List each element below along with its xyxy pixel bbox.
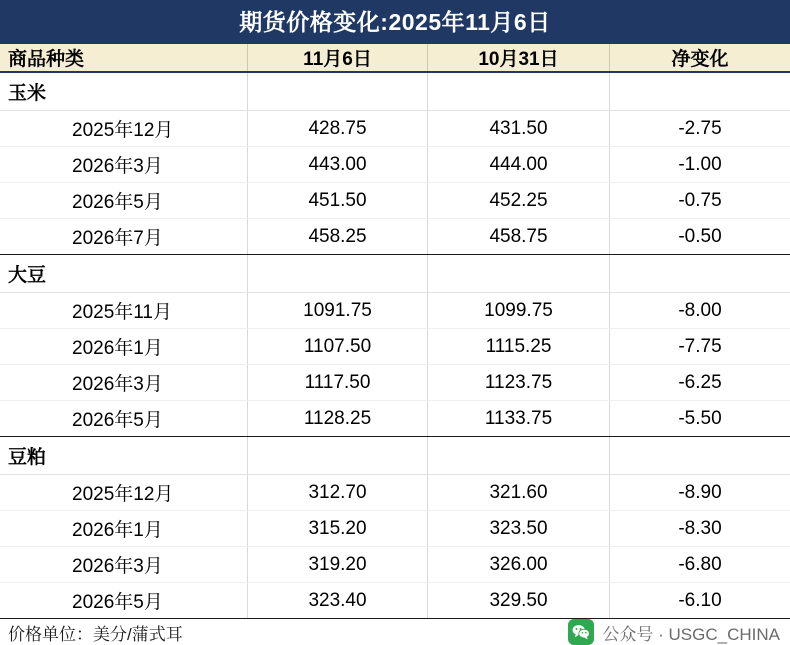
table-row [0, 183, 790, 219]
previous-price: 1115.25 [428, 329, 610, 364]
previous-price: 321.60 [428, 475, 610, 510]
previous-price: 1133.75 [428, 401, 610, 436]
net-change: -0.50 [678, 225, 722, 247]
previous-price: 326.00 [428, 547, 610, 582]
table-row [0, 583, 790, 619]
net-change: -8.30 [678, 517, 722, 539]
table-row [0, 219, 790, 255]
current-price: 319.20 [248, 547, 428, 582]
watermark-label: 公众号 · USGC_CHINA [602, 624, 780, 644]
contract-label: 2025年11月 [0, 293, 248, 328]
table-row [0, 111, 790, 147]
current-price: 323.40 [248, 583, 428, 618]
current-price: 458.25 [248, 219, 428, 254]
current-price: 451.50 [248, 183, 428, 218]
table-header-row [0, 44, 790, 73]
wechat-icon [568, 619, 594, 645]
net-change: -8.00 [678, 299, 722, 321]
net-change: -8.90 [678, 481, 722, 503]
column-header-net-change: 净变化 [671, 49, 729, 70]
table-row [0, 293, 790, 329]
group-header-row [0, 73, 790, 111]
current-price: 1117.50 [248, 365, 428, 400]
current-price: 428.75 [248, 111, 428, 146]
previous-price: 444.00 [428, 147, 610, 182]
contract-label: 2026年7月 [0, 219, 248, 254]
net-change: -5.50 [678, 407, 722, 429]
group-spacer-current [248, 255, 428, 292]
column-header-previous-date: 10月31日 [428, 44, 610, 71]
table-row [0, 365, 790, 401]
previous-price: 323.50 [428, 511, 610, 546]
previous-price: 452.25 [428, 183, 610, 218]
previous-price: 1123.75 [428, 365, 610, 400]
group-spacer-previous [428, 437, 610, 474]
table-body [0, 73, 790, 619]
page-title: 期货价格变化:2025年11月6日 [0, 0, 790, 44]
contract-label: 2026年3月 [0, 547, 248, 582]
price-unit-note: 价格单位：美分/蒲式耳 [8, 624, 183, 644]
net-change: -6.80 [678, 553, 722, 575]
group-name: 大豆 [0, 255, 248, 292]
net-change: -6.10 [678, 589, 722, 611]
table-row [0, 147, 790, 183]
group-header-row [0, 255, 790, 293]
group-spacer-change [610, 255, 790, 292]
column-header-category: 商品种类 [0, 44, 248, 71]
contract-label: 2026年5月 [0, 183, 248, 218]
table-row [0, 329, 790, 365]
current-price: 1091.75 [248, 293, 428, 328]
current-price: 315.20 [248, 511, 428, 546]
group-spacer-change [610, 437, 790, 474]
group-name: 豆粕 [0, 437, 248, 474]
group-spacer-change [610, 73, 790, 110]
previous-price: 431.50 [428, 111, 610, 146]
contract-label: 2026年1月 [0, 329, 248, 364]
group-spacer-current [248, 73, 428, 110]
contract-label: 2026年1月 [0, 511, 248, 546]
previous-price: 1099.75 [428, 293, 610, 328]
contract-label: 2025年12月 [0, 475, 248, 510]
watermark [568, 619, 780, 645]
group-spacer-previous [428, 73, 610, 110]
contract-label: 2026年3月 [0, 147, 248, 182]
group-spacer-current [248, 437, 428, 474]
table-row [0, 401, 790, 437]
column-header-current-date: 11月6日 [248, 44, 428, 71]
contract-label: 2026年3月 [0, 365, 248, 400]
table-row [0, 475, 790, 511]
net-change: -7.75 [678, 335, 722, 357]
group-spacer-previous [428, 255, 610, 292]
net-change: -0.75 [678, 189, 722, 211]
current-price: 443.00 [248, 147, 428, 182]
group-name: 玉米 [0, 73, 248, 110]
contract-label: 2025年12月 [0, 111, 248, 146]
group-header-row [0, 437, 790, 475]
current-price: 1128.25 [248, 401, 428, 436]
net-change: -6.25 [678, 371, 722, 393]
table-row [0, 547, 790, 583]
table-row [0, 511, 790, 547]
contract-label: 2026年5月 [0, 401, 248, 436]
net-change: -1.00 [678, 153, 722, 175]
net-change: -2.75 [678, 117, 722, 139]
current-price: 1107.50 [248, 329, 428, 364]
contract-label: 2026年5月 [0, 583, 248, 618]
previous-price: 329.50 [428, 583, 610, 618]
current-price: 312.70 [248, 475, 428, 510]
table-footer [0, 619, 790, 645]
previous-price: 458.75 [428, 219, 610, 254]
